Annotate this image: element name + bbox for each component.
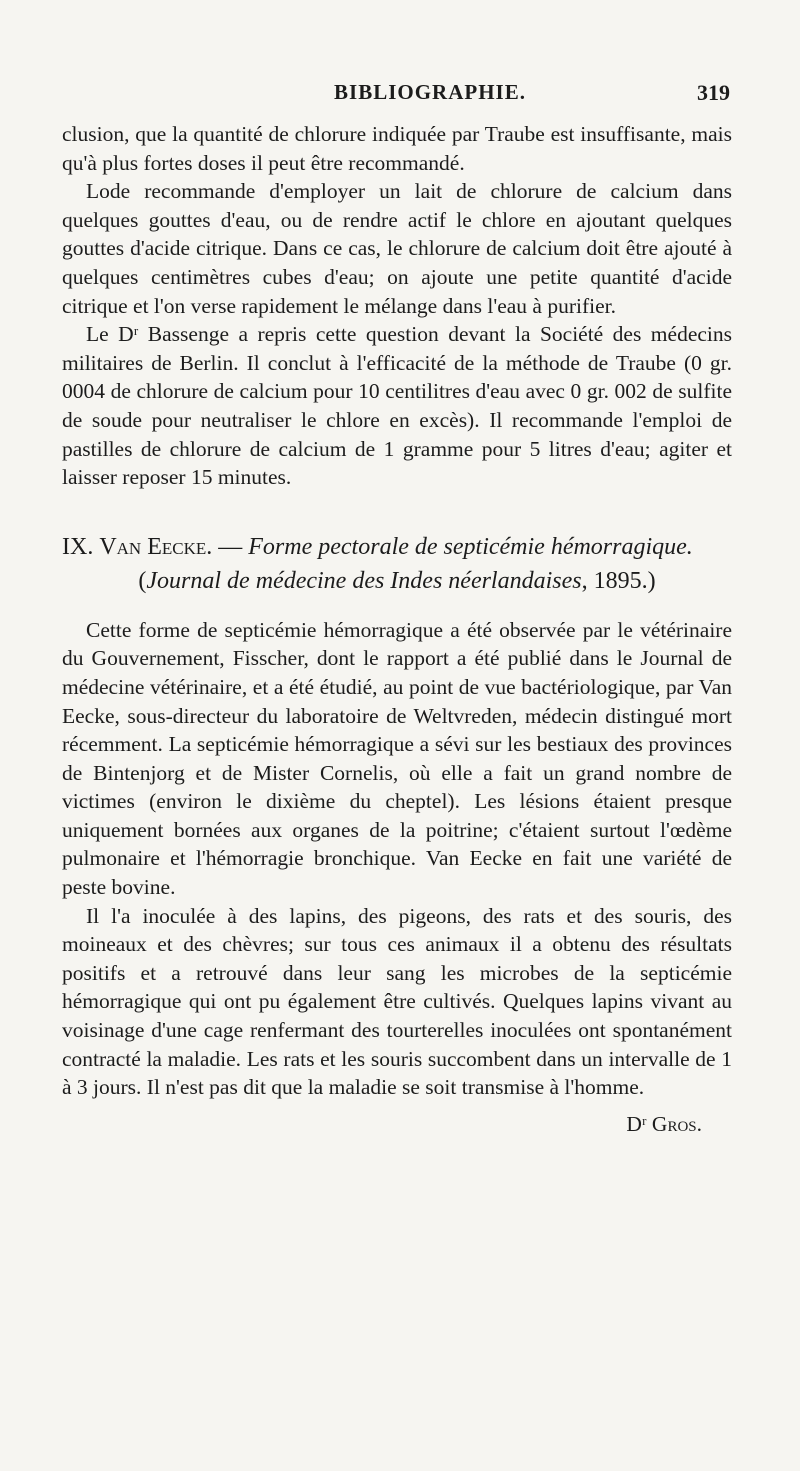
paragraph-bassenge: Le Dʳ Bassenge a repris cette question devant la Société des médecins militaires de Berlin. Il conclut à l'efficacité de la méthode de Traube (0 gr. 0004 de chlorure de calcium pour 10 centilitres d'eau avec 0 gr. 002 de sulfite de soude pour neutraliser le chlore en excès). Il recommande l'emploi de pastilles de chlorure de calcium de 1 gramme pour 5 litres d'eau; agiter et laisser reposer 15 minutes. xyxy=(62,322,732,490)
page-header xyxy=(150,80,730,114)
section-number: IX. xyxy=(62,533,94,560)
section-heading-block xyxy=(62,530,732,598)
source-journal: Journal de médecine des Indes néerlandaises xyxy=(146,567,582,594)
source-open-paren: ( xyxy=(138,567,147,594)
paragraph-inoculation: Il l'a inoculée à des lapins, des pigeons, des rats et des souris, des moineaux et des chèvres; sur tous ces animaux il a obtenu des résultats positifs et a retrouvé dans leur sang les microbes de la septicémie hémorragique qui ont pu également être cultivés. Quelques lapins vivant au voisinage d'une cage renfermant des tourterelles inoculées ont spontanément contracté la maladie. Les rats et les souris succombent dans un intervalle de 1 à 3 jours. Il n'est pas dit que la maladie se soit transmise à l'homme. xyxy=(62,903,732,1100)
signature: Dʳ Gros. xyxy=(626,1111,702,1136)
running-title: BIBLIOGRAPHIE. xyxy=(334,80,526,104)
section-author: Van Eecke. xyxy=(99,533,213,560)
section-title: Forme pectorale de septicémie hémorragique. xyxy=(248,533,693,560)
section-heading xyxy=(62,530,732,564)
paragraph-continuation: clusion, que la quantité de chlorure indiquée par Traube est insuffisante, mais qu'à plus fortes doses il peut être recommandé. xyxy=(62,122,732,175)
paragraph-lode: Lode recommande d'employer un lait de chlorure de calcium dans quelques gouttes d'eau, ou de rendre actif le chlore en ajoutant quelques gouttes d'acide citrique. Dans ce cas, le chlorure de calcium doit être ajouté à quelques centimètres cubes d'eau; on ajoute une petite quantité d'acide citrique et l'on verse rapidement le mélange dans l'eau à purifier. xyxy=(62,179,732,318)
page-number: 319 xyxy=(697,80,730,105)
section-dash: — xyxy=(218,533,243,560)
section-source xyxy=(62,564,732,598)
source-year: , 1895.) xyxy=(581,567,656,594)
paragraph-observation: Cette forme de septicémie hémorragique a été observée par le vétérinaire du Gouvernement, Fisscher, dont le rapport a été publié dans le Journal de médecine vétérinaire, et a été étudié, au point de vue bactériologique, par Van Eecke, sous-directeur du laboratoire de Weltvreden, médecin distingué mort récemment. La septicémie hémorragique a sévi sur les bestiaux des provinces de Bintenjorg et de Mister Cornelis, où elle a fait un grand nombre de victimes (environ le dixième du cheptel). Les lésions étaient presque uniquement bornées aux organes de la poitrine; c'étaient surtout l'œdème pulmonaire et l'hémorragie bronchique. Van Eecke en fait une variété de peste bovine. xyxy=(62,617,732,900)
page-body xyxy=(62,120,732,1137)
